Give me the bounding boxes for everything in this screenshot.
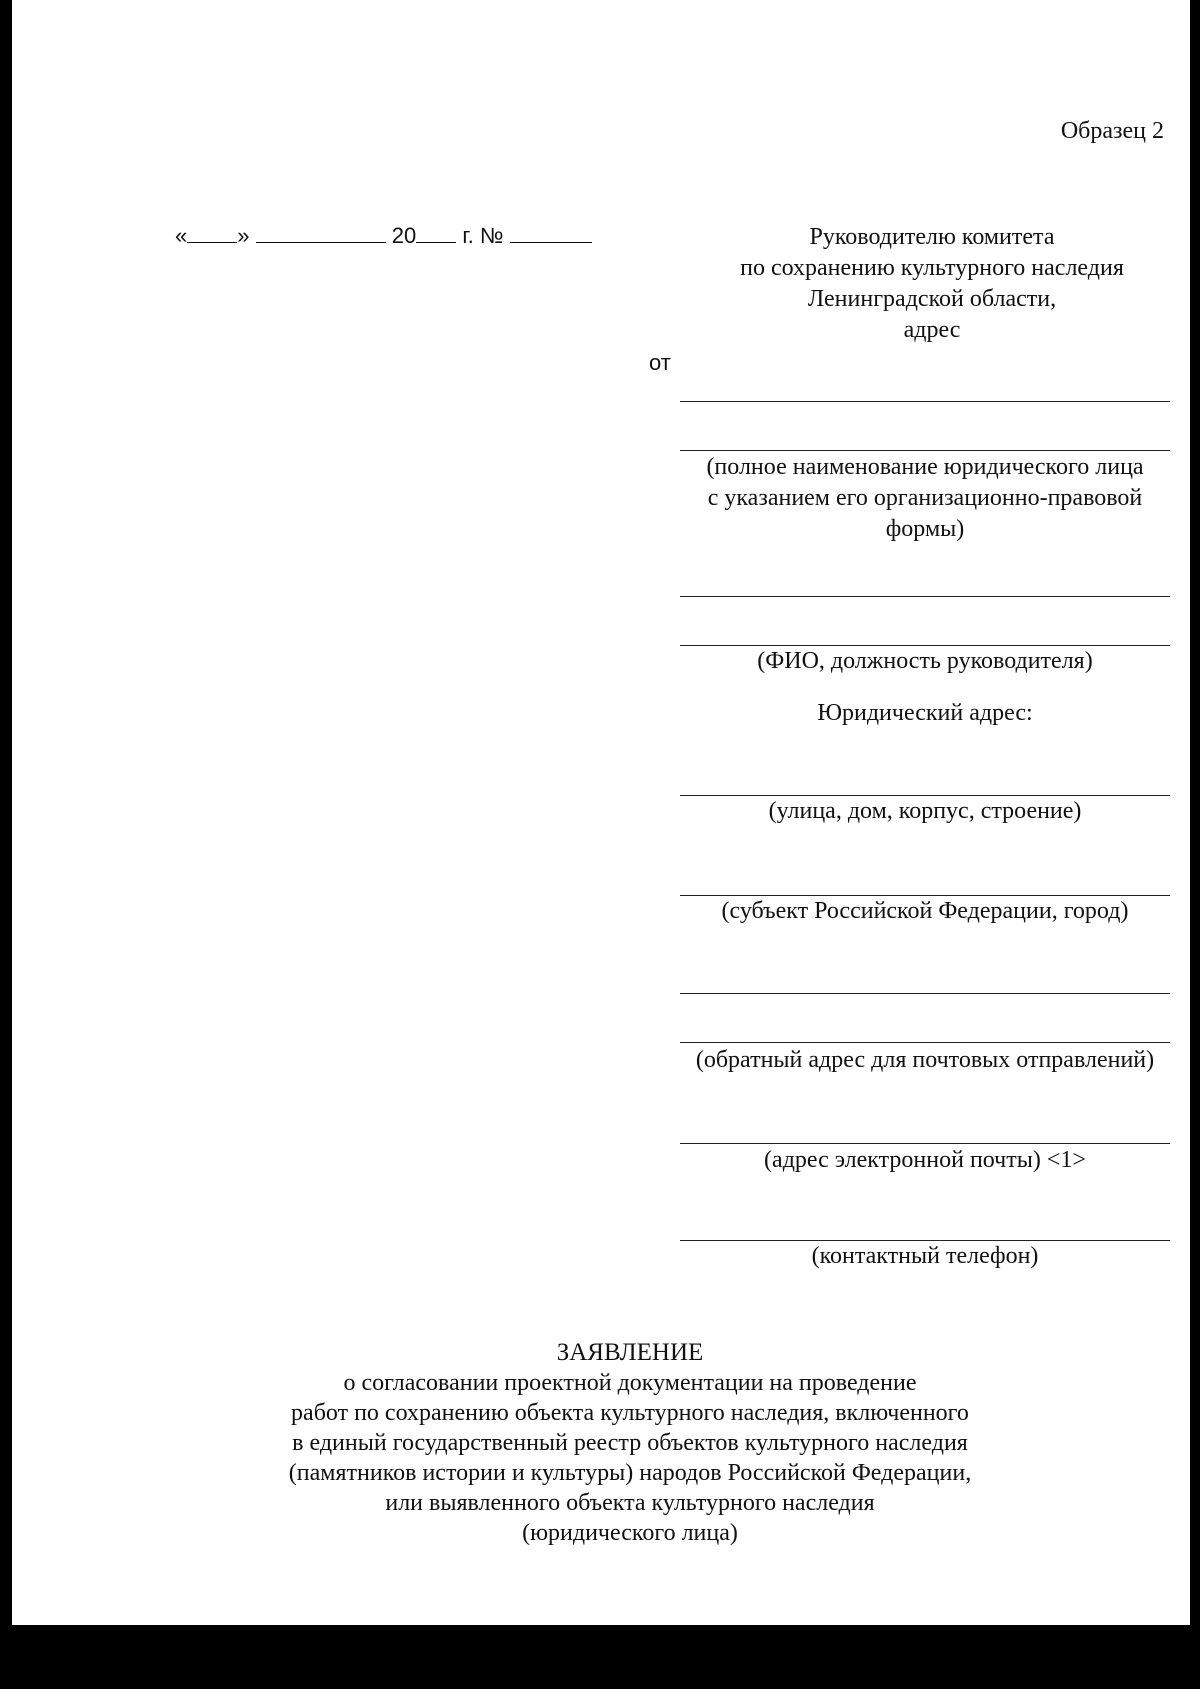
month-blank [256,222,386,243]
legal-address-title: Юридический адрес: [817,700,1033,726]
open-quote: « [175,223,188,248]
phone-caption: (контактный телефон) [811,1243,1039,1269]
addressee-line: адрес [903,317,961,343]
postal-line-2 [680,1042,1170,1043]
addressee-line: по сохранению культурного наследия [740,255,1124,281]
postal-caption: (обратный адрес для почтовых отправлений) [695,1047,1155,1073]
statement-line: работ по сохранению объекта культурного наследия, включенного [291,1400,969,1426]
scan-border-left [0,0,12,1689]
statement-line: (юридического лица) [522,1520,738,1546]
close-quote: » [237,223,250,248]
number-blank [510,222,592,243]
addressee-line: Руководителю комитета [809,224,1055,250]
statement-line: в единый государственный реестр объектов культурного наследия [292,1430,968,1456]
head-line-1 [680,596,1170,597]
organization-line-1 [680,401,1170,402]
sample-label: Образец 2 [1060,118,1164,144]
street-caption: (улица, дом, корпус, строение) [768,798,1082,824]
scan-border-bottom [0,1625,1200,1689]
date-number-line [175,222,592,249]
addressee-line: Ленинградской области, [807,286,1057,312]
organization-caption: (полное наименование юридического лица с указанием его организационно-правовой формы) [706,454,1144,542]
statement-line: или выявленного объекта культурного наследия [385,1490,875,1516]
year-suffix-number-sign: г. № [462,223,504,248]
scan-border-right [1190,0,1200,1689]
statement-block [200,1338,1060,1548]
statement-line: (памятников истории и культуры) народов Российской Федерации, [288,1460,972,1486]
email-caption: (адрес электронной почты) <1> [764,1147,1086,1173]
addressee-block [722,222,1142,346]
year-prefix: 20 [391,223,417,248]
organization-line-2 [680,450,1170,451]
region-caption: (субъект Российской Федерации, город) [721,898,1129,924]
statement-title: ЗАЯВЛЕНИЕ [556,1339,704,1366]
statement-line: о согласовании проектной документации на проведение [343,1370,917,1396]
email-line [680,1143,1170,1144]
year-blank [416,222,456,243]
day-blank [187,222,237,243]
head-caption: (ФИО, должность руководителя) [757,648,1093,674]
postal-line-1 [680,993,1170,994]
from-label: от [649,350,671,375]
